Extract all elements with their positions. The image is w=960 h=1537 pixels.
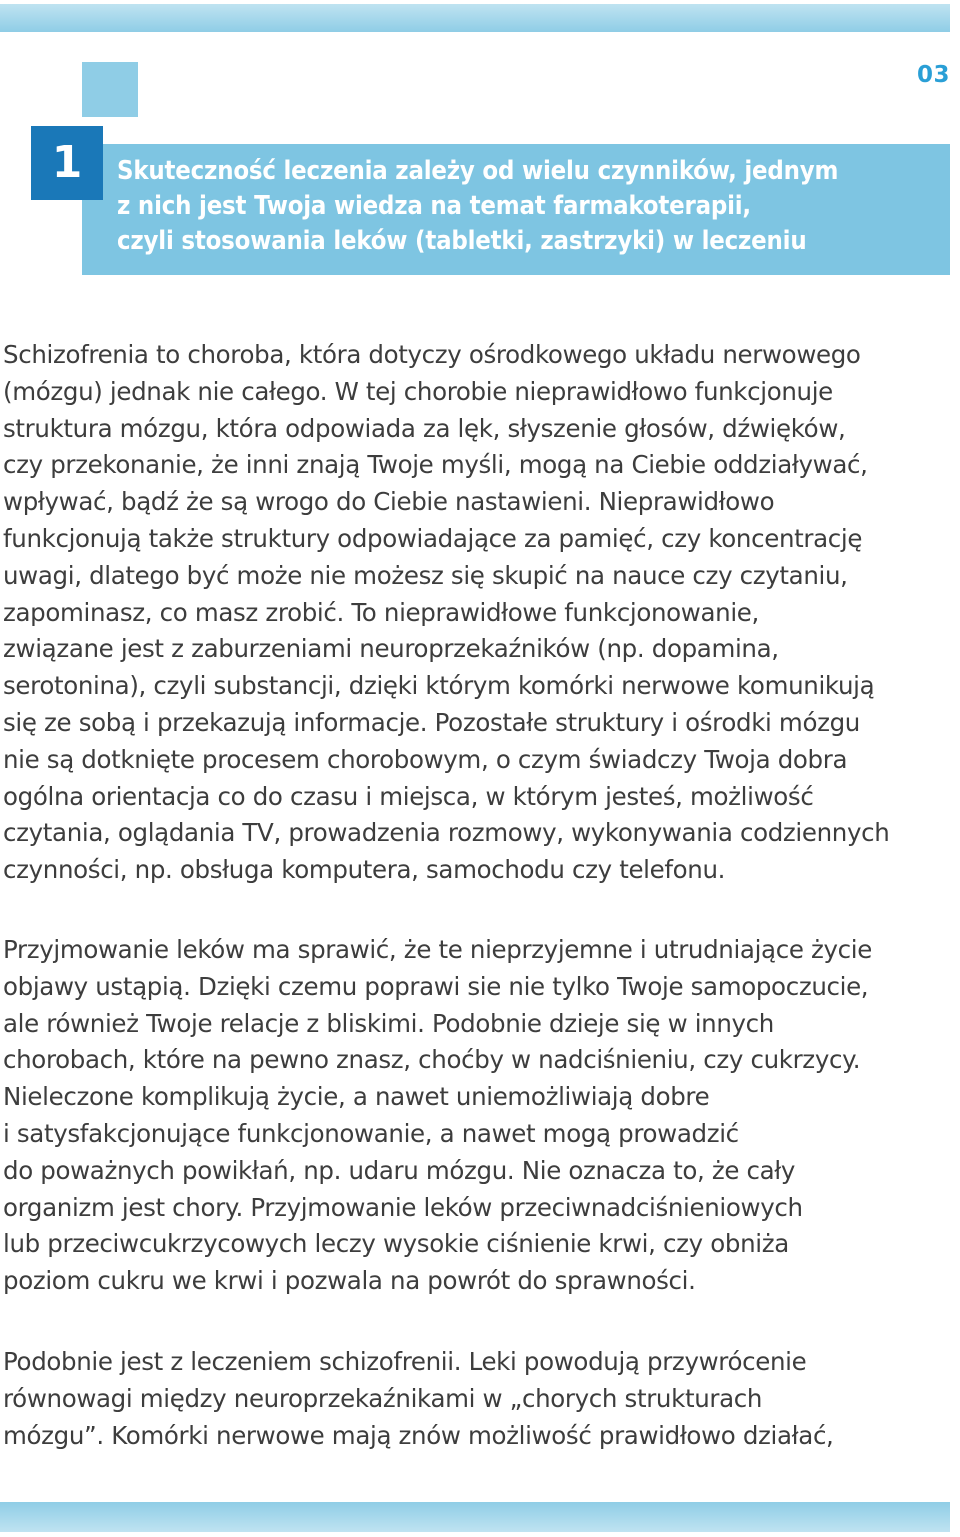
section-title-line: czyli stosowania leków (tabletki, zastrzyki) w leczeniu <box>117 226 807 256</box>
text-line: Nieleczone komplikują życie, a nawet uniemożliwiają dobre <box>3 1082 710 1112</box>
text-line: nie są dotknięte procesem chorobowym, o czym świadczy Twoja dobra <box>3 744 848 774</box>
text-line: ogólna orientacja co do czasu i miejsca, w którym jesteś, możliwość <box>3 781 814 811</box>
section-title-line: Skuteczność leczenia zależy od wielu czynników, jednym <box>117 156 839 186</box>
text-line: struktura mózgu, która odpowiada za lęk, słyszenie głosów, dźwięków, <box>3 413 846 443</box>
text-line: lub przeciwcukrzycowych leczy wysokie ciśnienie krwi, czy obniża <box>3 1229 789 1259</box>
text-line: serotonina), czyli substancji, dzięki którym komórki nerwowe komunikują <box>3 671 875 701</box>
text-line: funkcjonują także struktury odpowiadające za pamięć, czy koncentrację <box>3 523 863 553</box>
text-line: poziom cukru we krwi i pozwala na powrót do sprawności. <box>3 1266 696 1296</box>
text-line: się ze sobą i przekazują informacje. Pozostałe struktury i ośrodki mózgu <box>3 707 860 737</box>
text-line: objawy ustąpią. Dzięki czemu poprawi sie nie tylko Twoje samopoczucie, <box>3 971 869 1001</box>
text-line: zapominasz, co masz zrobić. To nieprawidłowe funkcjonowanie, <box>3 597 759 627</box>
text-line: związane jest z zaburzeniami neuroprzekaźników (np. dopamina, <box>3 634 779 664</box>
bottom-decorative-bar <box>0 1502 950 1532</box>
paragraph-schizophrenia-treatment <box>3 1344 948 1454</box>
text-line: uwagi, dlatego być może nie możesz się skupić na nauce czy czytaniu, <box>3 560 848 590</box>
section-title <box>117 154 937 259</box>
text-line: organizm jest chory. Przyjmowanie leków przeciwnadciśnieniowych <box>3 1192 803 1222</box>
text-line: Podobnie jest z leczeniem schizofrenii. Leki powodują przywrócenie <box>3 1347 807 1376</box>
text-line: ale również Twoje relacje z bliskimi. Podobnie dzieje się w innych <box>3 1008 774 1038</box>
text-line: chorobach, które na pewno znasz, choćby w nadciśnieniu, czy cukrzycy. <box>3 1045 861 1075</box>
page-number: 03 <box>916 62 950 88</box>
text-line: Przyjmowanie leków ma sprawić, że te nieprzyjemne i utrudniające życie <box>3 935 872 964</box>
text-line: Schizofrenia to choroba, która dotyczy ośrodkowego układu nerwowego <box>3 340 861 369</box>
decorative-square <box>82 62 138 117</box>
text-line: i satysfakcjonujące funkcjonowanie, a nawet mogą prowadzić <box>3 1118 739 1148</box>
paragraph-schizophrenia-overview <box>3 337 948 889</box>
text-line: (mózgu) jednak nie całego. W tej chorobie nieprawidłowo funkcjonuje <box>3 376 833 406</box>
text-line: mózgu”. Komórki nerwowe mają znów możliwość prawidłowo działać, <box>3 1420 834 1450</box>
text-line: czy przekonanie, że inni znają Twoje myśli, mogą na Ciebie oddziaływać, <box>3 450 868 480</box>
text-line: czynności, np. obsługa komputera, samochodu czy telefonu. <box>3 855 726 885</box>
text-line: czytania, oglądania TV, prowadzenia rozmowy, wykonywania codziennych <box>3 818 890 848</box>
top-decorative-bar <box>0 4 950 32</box>
paragraph-medication-purpose <box>3 932 948 1300</box>
section-title-line: z nich jest Twoja wiedza na temat farmakoterapii, <box>117 191 751 221</box>
text-line: wpływać, bądź że są wrogo do Ciebie nastawieni. Nieprawidłowo <box>3 487 775 517</box>
text-line: równowagi między neuroprzekaźnikami w „chorych strukturach <box>3 1383 763 1413</box>
section-number: 1 <box>31 126 103 200</box>
text-line: do poważnych powikłań, np. udaru mózgu. Nie oznacza to, że cały <box>3 1155 796 1185</box>
